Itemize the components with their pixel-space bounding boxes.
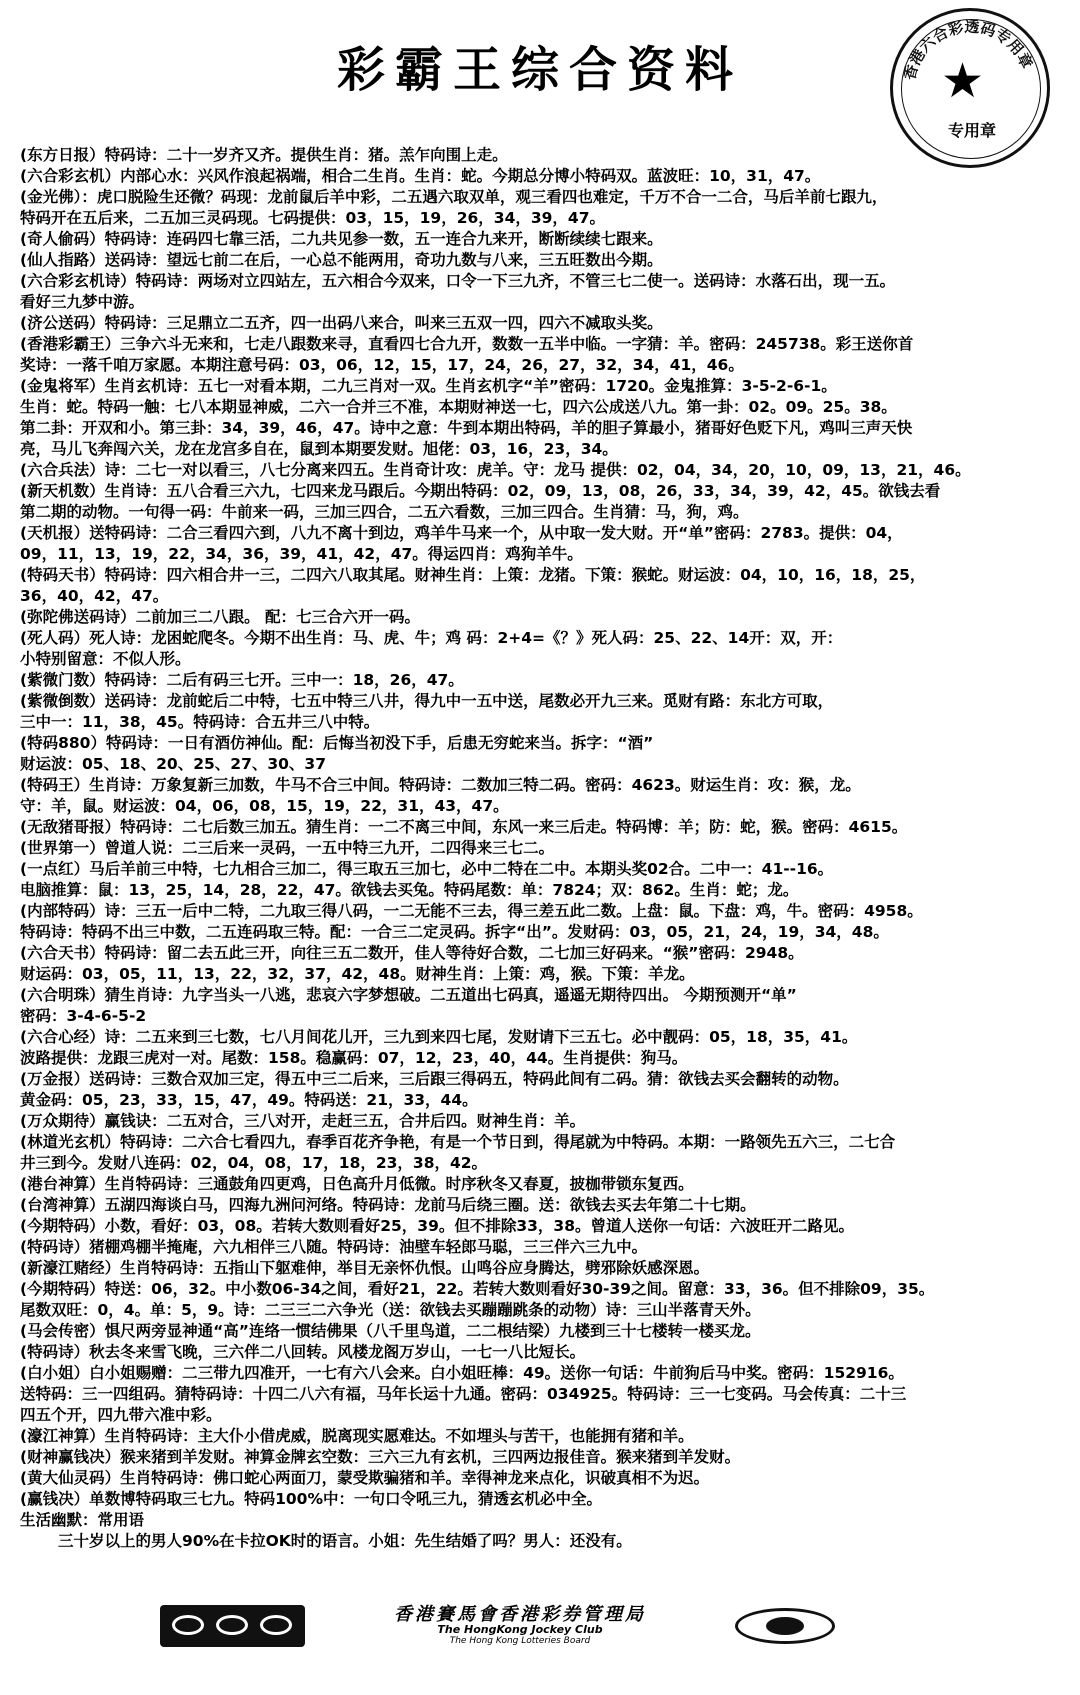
- footer-name-en2: The Hong Kong Lotteries Board: [449, 1636, 591, 1646]
- text-line: 特码诗：特码不出三中数，二五连码取三特。配：一合三二定灵码。拆字“出”。发财码：03，05，21，24，19，34，48。: [20, 923, 889, 941]
- text-line: (万金报）送码诗：三数合双加三定，得五中三二后来，三后跟三得码五，特码此间有二码。猜：欲钱去买会翻转的动物。: [20, 1070, 849, 1088]
- footer-name-en: The HongKong Jockey Club: [437, 1623, 603, 1636]
- text-line: (黄大仙灵码）生肖特码诗：佛口蛇心两面刀，蒙受欺骗猪和羊。幸得神龙来点化，识破真相不为迟。: [20, 1469, 710, 1487]
- seal-stamp: [890, 8, 1050, 168]
- text-line: (济公送码）特码诗：三足鼎立二五齐，四一出码八来合，叫来三五双一四，四六不减取头奖。: [20, 314, 663, 332]
- text-line: (特码诗）秋去冬来雪飞晚，三六伴二八回转。风楼龙阁万岁山，一七一八比短长。: [20, 1343, 586, 1361]
- text-line: (六合彩玄机诗）特码诗：两场对立四站左，五六相合今双来，口令一下三九齐，不管三七二使一。送码诗：水落石出，现一五。: [20, 272, 896, 290]
- text-line: 三中一：11，38，45。特码诗：合五井三八中特。: [20, 713, 380, 731]
- article-body: [20, 145, 1065, 1552]
- text-line: (林道光玄机）特码诗：二六合七看四九，春季百花齐争艳，有是一个节日到，得尾就为中特码。本期：一路领先五六三，二七合: [20, 1133, 896, 1151]
- page-title: 彩霸王综合资料: [336, 42, 743, 98]
- text-line: (天机报）送特码诗：二合三看四六到，八九不离十到边，鸡羊牛马来一个，从中取一发大财。开“单”密码：2783。提供：04，: [20, 524, 903, 542]
- text-line: (仙人指路）送码诗：望远七前二在后，一心总不能两用，奇功九数与八来，三五旺数出今期。: [20, 251, 663, 269]
- text-line: (港台神算）生肖特码诗：三通鼓角四更鸡，日色高升月低微。时序秋冬又春夏，披枷带锁东复西。: [20, 1175, 694, 1193]
- text-line: (六合心经）诗：二五来到三七数，七八月间花儿开，三九到来四七尾，发财请下三五七。必中靓码：05，18，35，41。: [20, 1028, 858, 1046]
- joke-text: 三十岁以上的男人90%在卡拉OK时的语言。小姐：先生结婚了吗？男人：还没有。: [58, 1532, 632, 1550]
- text-line: (赢钱决）单数博特码取三七九。特码100%中：一句口令吼三九，猜透玄机必中全。: [20, 1490, 602, 1508]
- text-line: (六合兵法）诗：二七一对以看三，八七分离来四五。生肖奇计攻：虎羊。守：龙马 提供：02，04，34，20，10，09，13，21，46。: [20, 461, 971, 479]
- text-line: 财运波：05、18、20、25、27、30、37: [20, 755, 326, 773]
- text-line: (无敌猪哥报）特码诗：二七后数三加五。猜生肖：一二不离三中间，东风一来三后走。特码博：羊；防：蛇，猴。密码：4615。: [20, 818, 908, 836]
- jockey-club-logo: [160, 1605, 305, 1647]
- text-line: 第二期的动物。一句得一码：牛前来一码，三加三四合，二五六看数，三加三四合。生肖猜：马，狗，鸡。: [20, 503, 749, 521]
- text-line: (金光佛）：虎口脱险生还微？码现：龙前鼠后羊中彩，二五遇六取双单，观三看四也难定，千万不合一二合，马后羊前七跟九，: [20, 188, 888, 206]
- text-line: (财神赢钱决）猴来猪到羊发财。神算金牌玄空数：三六三九有玄机，三四两边报佳音。猴来猪到羊发财。: [20, 1448, 741, 1466]
- text-line: 36，40，42，47。: [20, 587, 169, 605]
- text-line: 黄金码：05，23，33，15，47，49。特码送：21，33，44。: [20, 1091, 478, 1109]
- text-line: 四五个开，四九带六准中彩。: [20, 1406, 222, 1424]
- text-line: 特码开在五后来，二五加三灵码现。七码提供：03，15，19，26，34，39，47。: [20, 209, 605, 227]
- text-line: (新天机数）生肖诗：五八合看三六九，七四来龙马跟后。今期出特码：02，09，13，08，26，33，34，39，42，45。欲钱去看: [20, 482, 941, 500]
- text-line: 生肖：蛇。特码一触：七八本期显神威，二六一合并三不准，本期财神送一七，四六公成送八九。第一卦：02。09。25。38。: [20, 398, 897, 416]
- text-line: (今期特码）小数，看好：03，08。若转大数则看好25，39。但不排除33，38。曾道人送你一句话：六波旺开二路见。: [20, 1217, 855, 1235]
- text-line: (弥陀佛送码诗）二前加三二八跟。 配：七三合六开一码。: [20, 608, 420, 626]
- seal-mark: 专用章: [948, 121, 997, 140]
- text-line: (六合天书）特码诗：留二去五此三开，向往三五二数开，佳人等待好合数，二七加三好码来。“猴”密码：2948。: [20, 944, 804, 962]
- text-line: 09，11，13，19，22，34，36，39，41，42，47。得运四肖：鸡狗羊牛。: [20, 545, 583, 563]
- text-line: 送特码：三一四组码。猜特码诗：十四二八六有福，马年长运十九通。密码：034925。特码诗：三一七变码。马会传真：二十三: [20, 1385, 907, 1403]
- text-line: (世界第一）曾道人说：二三后来一灵码，一五中特三九开，二四得来三七二。: [20, 839, 555, 857]
- seal-ring-label: 香港六合彩透码专用章: [900, 17, 1036, 82]
- text-line: (死人码）死人诗：龙困蛇爬冬。今期不出生肖：马、虎、牛；鸡 码：2+4=《？》死人码：25、22、14开：双，开：: [20, 629, 843, 647]
- text-line: (东方日报）特码诗：二十一岁齐又齐。提供生肖：猪。羔乍向围上走。: [20, 146, 508, 164]
- text-line: (特码天书）特码诗：四六相合井一三，二四六八取其尾。财神生肖：上策：龙猪。下策：猴蛇。财运波：04，10，16，18，25，: [20, 566, 926, 584]
- text-line: (白小姐）白小姐赐赠：二三带九四准开，一七有六八会来。白小姐旺棒：49。送你一句话：牛前狗后马中奖。密码：152916。: [20, 1364, 904, 1382]
- text-line: (濠江神算）生肖特码诗：主大仆小借虎威，脱离现实愿难达。不如埋头与苦干，也能拥有猪和羊。: [20, 1427, 694, 1445]
- text-line: 生活幽默：常用语: [20, 1511, 145, 1529]
- text-line: 小特别留意：不似人形。: [20, 650, 191, 668]
- text-line: (台湾神算）五湖四海谈白马，四海九洲问河络。特码诗：龙前马后绕三圈。送：欲钱去买去年第二十七期。: [20, 1196, 756, 1214]
- text-line: (六合明珠）猜生肖诗：九字当头一八逃，悲哀六字梦想破。二五道出七码真，遥遥无期待四出。 今期预测开“单”: [20, 986, 797, 1004]
- lotteries-logo: [735, 1608, 835, 1644]
- text-line: (六合彩玄机）内部心水：兴风作浪起祸端，相合二生肖。生肖：蛇。今期总分博小特码双。蓝波旺：10，31，47。: [20, 167, 821, 185]
- text-line: 财运码：03，05，11，13，22，32，37，42，48。财神生肖：上策：鸡，猴。下策：羊龙。: [20, 965, 695, 983]
- text-line: 奖诗：一落千咱万家愿。本期注意号码：03，06，12，15，17，24，26，27，32，34，41，46。: [20, 356, 744, 374]
- text-line: 第二卦：开双和小。第三卦：34，39，46，47。诗中之意：牛到本期出特码，羊的胆子算最小，猪哥好色贬下凡，鸡叫三声天快: [20, 419, 913, 437]
- text-line: 守：羊，鼠。财运波：04，06，08，15，19，22，31，43，47。: [20, 797, 509, 815]
- text-line: (香港彩霸王）三争六斗无来和，七走八跟数来寻，直看四七合九开，数数一五半中临。一字猜：羊。密码：245738。彩王送你首: [20, 335, 914, 353]
- text-line: 尾数双旺：0，4。单：5，9。诗：二三三二六争光（送：欲钱去买蹦蹦跳条的动物）诗：三山半落青天外。: [20, 1301, 761, 1319]
- text-line: (万众期待）赢钱诀：二五对合，三八对开，走赶三五，合井后四。财神生肖：羊。: [20, 1112, 586, 1130]
- text-line: 电脑推算：鼠：13，25，14，28，22，47。欲钱去买兔。特码尾数：单：7824；双：862。生肖：蛇；龙。: [20, 881, 799, 899]
- text-line: (紫微门数）特码诗：二后有码三七开。三中一：18，26，47。: [20, 671, 464, 689]
- text-line: 井三到今。发财八连码：02，04，08，17，18，23，38，42。: [20, 1154, 488, 1172]
- text-line: (金鬼将军）生肖玄机诗：五七一对看本期，二九三肖对一双。生肖玄机字“羊”密码：1720。金鬼推算：3-5-2-6-1。: [20, 377, 837, 395]
- footer-name-cn: 香港賽馬會香港彩券管理局: [394, 1604, 646, 1625]
- footer: [0, 1590, 1080, 1660]
- text-line: (紫微倒数）送码诗：龙前蛇后二中特，七五中特三八井，得九中一五中送，尾数必开九三来。觅财有路：东北方可取，: [20, 692, 834, 710]
- text-line: 波路提供：龙跟三虎对一对。尾数：158。稳赢码：07，12，23，40，44。生肖提供：狗马。: [20, 1049, 688, 1067]
- text-line: (奇人偷码）特码诗：连码四七靠三活，二九共见参一数，五一连合九来开，断断续续七跟来。: [20, 230, 663, 248]
- text-line: (一点红）马后羊前三中特，七九相合三加二，得三取五三加七，必中二特在二中。本期头奖02合。二中一：41--16。: [20, 860, 834, 878]
- text-line: 看好三九梦中游。: [20, 293, 145, 311]
- text-line: 密码：3-4-6-5-2: [20, 1007, 147, 1025]
- text-line: (特码880）特码诗：一日有酒仿神仙。配：后悔当初没下手，后患无穷蛇来当。拆字：“酒”: [20, 734, 654, 752]
- text-line: (今期特码）特送：06，32。中小数06-34之间，看好21，22。若转大数则看好30-39之间。留意：33，36。但不排除09，35。: [20, 1280, 935, 1298]
- text-line: (新濠江赌经）生肖特码诗：五指山下躯难伸，举目无亲怀仇恨。山鸣谷应身腾达，劈邪除妖感深恩。: [20, 1259, 710, 1277]
- text-line: (内部特码）诗：三五一后中二特，二九取三得八码，一二无能不三去，得三差五此二数。上盘：鼠。下盘：鸡，牛。密码：4958。: [20, 902, 923, 920]
- text-line: (特码诗）猪棚鸡棚半掩庵，六九相伴三八随。特码诗：油壁车轻郎马聪，三三伴六三九中。: [20, 1238, 648, 1256]
- text-line: 亮，马儿飞奔闯六关，龙在龙宫多自在，鼠到本期要发财。旭佬：03，16，23，34。: [20, 440, 618, 458]
- star-icon: ★: [941, 53, 985, 109]
- text-line: (马会传密）惧尺两旁显神通“高”连络一惯结佛果（八千里鸟道，二二根结梁）九楼到三十七楼转一楼买龙。: [20, 1322, 761, 1340]
- text-line: (特码王）生肖诗：万象复新三加数，牛马不合三中间。特码诗：二数加三特二码。密码：4623。财运生肖：攻：猴，龙。: [20, 776, 861, 794]
